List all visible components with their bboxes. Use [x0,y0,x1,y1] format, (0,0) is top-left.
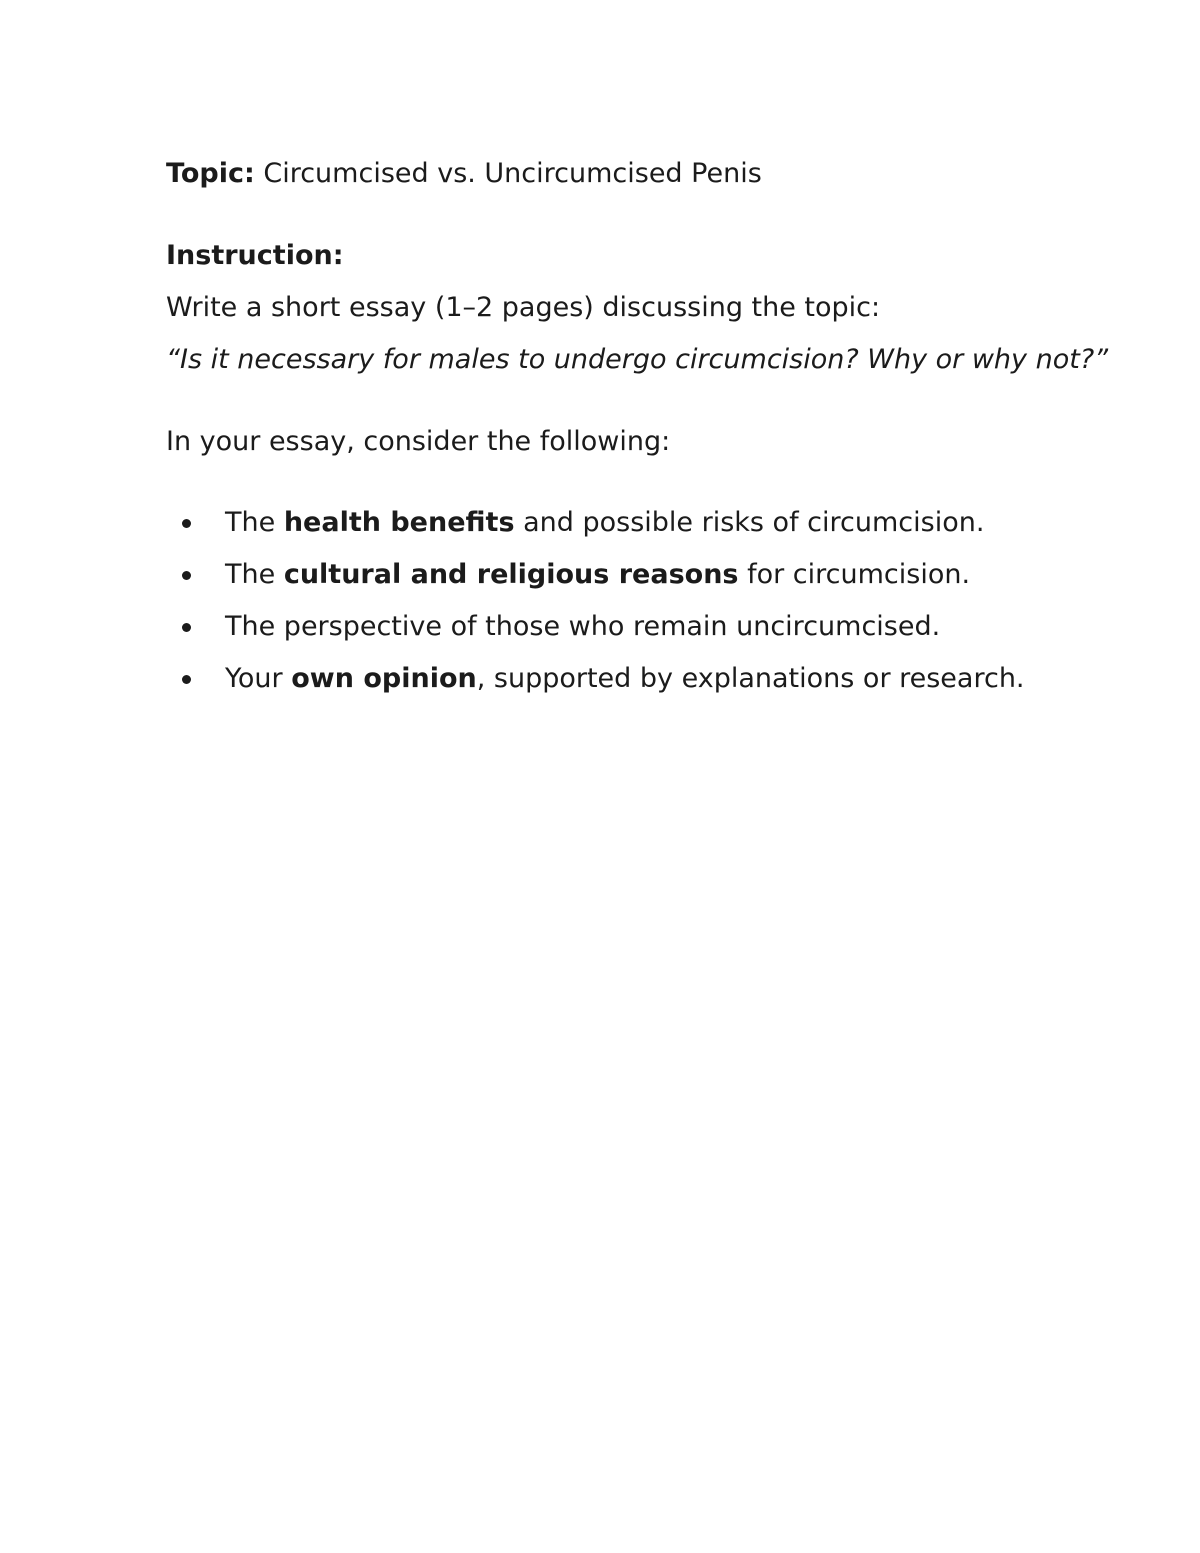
list-item-text-bold: own opinion [291,663,477,694]
list-item-text-before: The [225,559,284,590]
list-item [166,609,1116,645]
list-item-text-after: , supported by explanations or research. [476,663,1025,694]
list-item-text-before: The perspective of those who remain uncircumcised. [225,611,941,642]
essay-question: “Is it necessary for males to undergo circumcision? Why or why not?” [166,344,1109,375]
list-item [166,505,1116,541]
list-item-text-before: The [225,507,284,538]
bullet-icon [182,519,191,528]
list-item-text-bold: health benefits [283,507,515,538]
instruction-heading: Instruction: [166,240,344,271]
considerations-intro: In your essay, consider the following: [166,426,671,457]
list-item-text-before: Your [225,663,292,694]
list-item-text-after: and possible risks of circumcision. [514,507,985,538]
instruction-text: Write a short essay (1–2 pages) discussing the topic: [166,292,881,323]
list-item [166,661,1116,697]
bullet-icon [182,675,191,684]
list-item-text-after: for circumcision. [738,559,971,590]
bullet-icon [182,571,191,580]
topic-value: Circumcised vs. Uncircumcised Penis [254,158,762,189]
considerations-list [166,505,1116,697]
topic-label: Topic: [166,158,255,189]
list-item [166,557,1116,593]
bullet-icon [182,623,191,632]
document-page [166,150,1116,713]
list-item-text-bold: cultural and religious reasons [283,559,739,590]
topic-line [166,156,1116,192]
